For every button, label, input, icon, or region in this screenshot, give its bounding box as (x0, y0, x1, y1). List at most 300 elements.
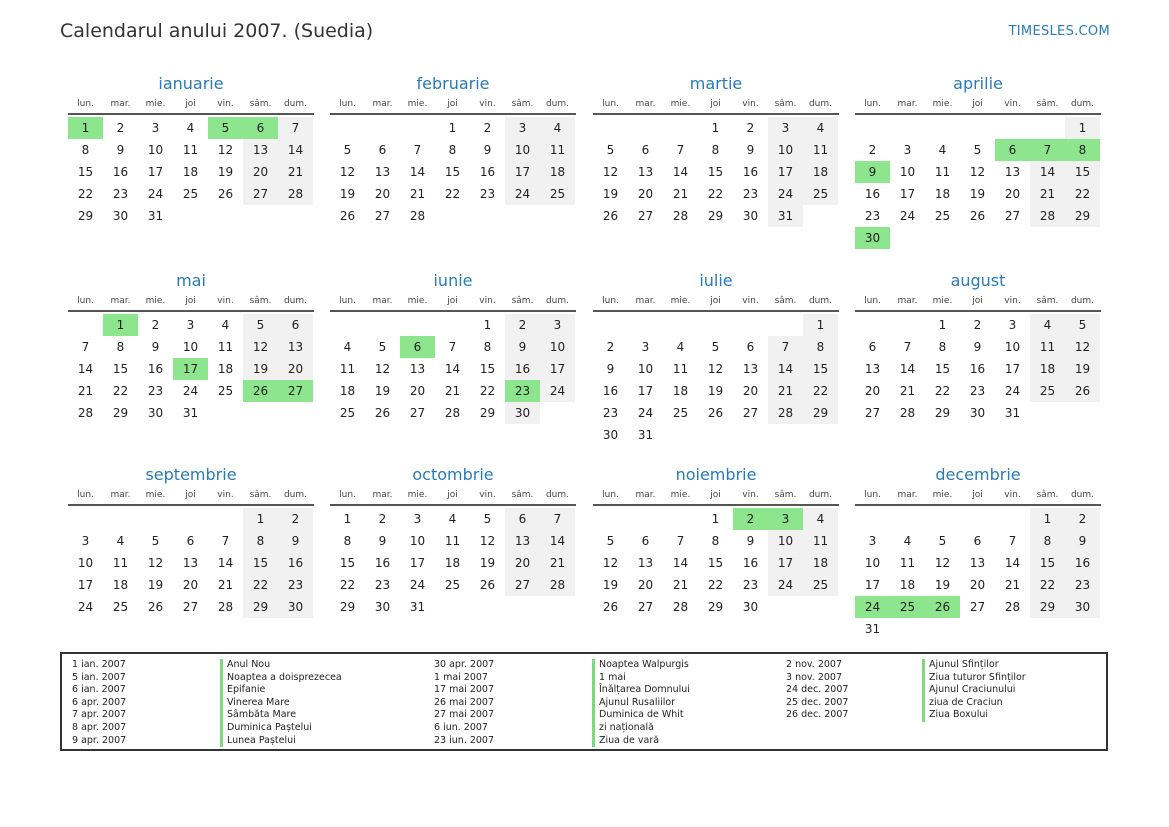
month-name: aprilie (953, 74, 1003, 93)
day-cell: 28 (1004, 600, 1021, 614)
day-cell: 19 (339, 187, 356, 201)
day-cell: 23 (278, 574, 313, 596)
empty-cell (925, 117, 960, 139)
day-cell: 18 (540, 161, 575, 183)
day-cell: 4 (186, 121, 195, 135)
month-name: iunie (433, 271, 473, 290)
day-grid (593, 117, 839, 227)
day-cell: 3 (186, 318, 195, 332)
day-cell: 25 (540, 183, 575, 205)
legend-date: 30 apr. 2007 (434, 659, 495, 670)
day-cell: 17 (768, 552, 803, 574)
legend-dates-col1 (72, 659, 126, 747)
day-cell: 17 (768, 161, 803, 183)
day-cell: 14 (1004, 556, 1021, 570)
day-cell: 29 (707, 209, 724, 223)
day-cell: 6 (641, 534, 650, 548)
weekday-label: joi (447, 296, 458, 306)
day-cell: 24 (409, 578, 426, 592)
empty-cell (995, 117, 1030, 139)
legend-holiday-name: Lunea Paștelui (220, 735, 342, 748)
legend-date: 6 iun. 2007 (434, 721, 488, 733)
day-cell: 4 (803, 117, 838, 139)
day-cell: 28 (540, 574, 575, 596)
day-cell: 10 (899, 165, 916, 179)
day-cell: 18 (934, 187, 951, 201)
day-cell: 14 (899, 362, 916, 376)
day-cell: 21 (899, 384, 916, 398)
day-cell: 4 (903, 534, 912, 548)
day-cell: 16 (147, 362, 164, 376)
weekday-label: mie. (932, 490, 953, 500)
empty-cell (925, 508, 960, 530)
day-cell: 14 (672, 165, 689, 179)
weekday-label: dum. (283, 490, 308, 500)
holiday-day: 1 (103, 314, 138, 336)
weekday-label: lun. (602, 296, 619, 306)
day-cell: 15 (707, 556, 724, 570)
day-cell: 30 (1065, 596, 1100, 618)
day-cell: 8 (343, 534, 352, 548)
day-grid (330, 508, 576, 618)
weekday-label: vin. (742, 99, 759, 109)
day-cell: 16 (969, 362, 986, 376)
day-cell: 9 (378, 534, 387, 548)
day-cell: 20 (864, 384, 881, 398)
day-cell: 19 (479, 556, 496, 570)
day-cell: 8 (483, 340, 492, 354)
day-cell: 29 (77, 209, 94, 223)
legend-holiday-name: Noaptea Walpurgis (592, 659, 690, 672)
day-cell: 29 (707, 600, 724, 614)
legend-holiday-name: ziua de Craciun (922, 697, 1026, 710)
weekday-label: joi (972, 99, 983, 109)
day-cell: 23 (742, 187, 759, 201)
day-cell: 2 (378, 512, 387, 526)
month-octombrie (330, 464, 576, 618)
day-cell: 22 (934, 384, 951, 398)
day-cell: 5 (151, 534, 160, 548)
legend-date: 2 nov. 2007 (786, 659, 842, 670)
day-cell: 10 (768, 139, 803, 161)
month-name: octombrie (412, 465, 494, 484)
day-cell: 2 (746, 121, 755, 135)
weekday-header (593, 98, 839, 115)
day-cell: 28 (444, 406, 461, 420)
weekday-label: lun. (339, 296, 356, 306)
day-cell: 4 (116, 534, 125, 548)
day-cell: 18 (444, 556, 461, 570)
day-cell: 8 (938, 340, 947, 354)
day-cell: 16 (864, 187, 881, 201)
day-cell: 23 (602, 406, 619, 420)
day-cell: 2 (505, 314, 540, 336)
legend-holiday-name: Duminica Paștelui (220, 722, 342, 735)
day-cell: 18 (672, 384, 689, 398)
day-cell: 29 (479, 406, 496, 420)
day-cell: 18 (112, 578, 129, 592)
day-cell: 13 (864, 362, 881, 376)
weekday-header (68, 489, 314, 506)
day-cell: 13 (1004, 165, 1021, 179)
day-cell: 15 (803, 358, 838, 380)
weekday-label: sâm. (511, 296, 534, 306)
weekday-label: dum. (1070, 490, 1095, 500)
weekday-header (593, 295, 839, 312)
month-name: mai (176, 271, 206, 290)
day-cell: 29 (243, 596, 278, 618)
day-cell: 1 (803, 314, 838, 336)
legend-holiday-name: Ziua Boxului (922, 709, 1026, 722)
day-cell: 17 (540, 358, 575, 380)
day-cell: 31 (182, 406, 199, 420)
day-cell: 15 (77, 165, 94, 179)
month-martie (593, 73, 839, 227)
holiday-day: 1 (68, 117, 103, 139)
weekday-label: mar. (897, 490, 918, 500)
day-cell: 10 (540, 336, 575, 358)
day-cell: 12 (479, 534, 496, 548)
day-cell: 31 (637, 428, 654, 442)
day-cell: 3 (413, 512, 422, 526)
day-cell: 19 (969, 187, 986, 201)
day-cell: 31 (768, 205, 803, 227)
weekday-label: joi (185, 490, 196, 500)
empty-cell (698, 314, 733, 336)
holiday-day: 2 (733, 508, 768, 530)
holiday-day: 6 (243, 117, 278, 139)
day-cell: 19 (217, 165, 234, 179)
day-cell: 28 (217, 600, 234, 614)
day-cell: 13 (243, 139, 278, 161)
day-cell: 17 (77, 578, 94, 592)
day-cell: 10 (1004, 340, 1021, 354)
holiday-day: 25 (890, 596, 925, 618)
day-cell: 5 (711, 340, 720, 354)
empty-cell (628, 508, 663, 530)
empty-cell (68, 314, 103, 336)
weekday-header (330, 98, 576, 115)
day-cell: 21 (1030, 183, 1065, 205)
day-cell: 4 (803, 508, 838, 530)
day-cell: 9 (505, 336, 540, 358)
day-cell: 22 (444, 187, 461, 201)
holiday-day: 7 (1030, 139, 1065, 161)
day-cell: 5 (483, 512, 492, 526)
day-cell: 8 (711, 143, 720, 157)
empty-cell (733, 314, 768, 336)
day-cell: 12 (934, 556, 951, 570)
month-name: decembrie (935, 465, 1021, 484)
day-cell: 18 (339, 384, 356, 398)
day-cell: 16 (602, 384, 619, 398)
day-cell: 16 (112, 165, 129, 179)
day-cell: 24 (899, 209, 916, 223)
day-cell: 2 (606, 340, 615, 354)
day-cell: 29 (1030, 596, 1065, 618)
day-cell: 12 (969, 165, 986, 179)
day-cell: 21 (409, 187, 426, 201)
month-name: martie (689, 74, 743, 93)
month-aprilie (855, 73, 1101, 249)
day-cell: 13 (637, 556, 654, 570)
holiday-day: 5 (208, 117, 243, 139)
day-cell: 24 (768, 183, 803, 205)
day-cell: 28 (899, 406, 916, 420)
legend-names-col3 (922, 659, 1026, 722)
day-cell: 17 (1004, 362, 1021, 376)
page-title: Calendarul anului 2007. (Suedia) (60, 20, 374, 42)
day-cell: 11 (934, 165, 951, 179)
day-cell: 9 (746, 534, 755, 548)
weekday-label: vin. (742, 490, 759, 500)
month-name: ianuarie (158, 74, 224, 93)
day-cell: 11 (182, 143, 199, 157)
legend-date: 1 ian. 2007 (72, 659, 126, 670)
weekday-label: vin. (217, 99, 234, 109)
weekday-label: mie. (670, 490, 691, 500)
day-cell: 22 (243, 574, 278, 596)
month-iunie (330, 270, 576, 424)
day-cell: 7 (676, 534, 685, 548)
day-cell: 4 (221, 318, 230, 332)
day-grid (855, 117, 1101, 249)
day-cell: 18 (803, 552, 838, 574)
day-cell: 12 (707, 362, 724, 376)
legend-names-col2 (592, 659, 690, 747)
day-cell: 25 (112, 600, 129, 614)
site-link[interactable]: TIMESLES.COM (1008, 24, 1110, 39)
weekday-label: sâm. (774, 490, 797, 500)
weekday-label: vin. (1004, 490, 1021, 500)
empty-cell (400, 314, 435, 336)
empty-cell (628, 314, 663, 336)
day-cell: 14 (278, 139, 313, 161)
legend-date: 6 ian. 2007 (72, 684, 126, 696)
day-cell: 4 (448, 512, 457, 526)
day-cell: 27 (243, 183, 278, 205)
weekday-label: sâm. (249, 99, 272, 109)
day-cell: 18 (182, 165, 199, 179)
day-cell: 11 (672, 362, 689, 376)
empty-cell (1030, 117, 1065, 139)
weekday-label: dum. (1070, 296, 1095, 306)
day-cell: 9 (278, 530, 313, 552)
legend-holiday-name: Epifanie (220, 684, 342, 697)
weekday-label: mie. (145, 296, 166, 306)
day-cell: 20 (243, 161, 278, 183)
empty-cell (365, 117, 400, 139)
weekday-label: lun. (602, 99, 619, 109)
weekday-header (68, 98, 314, 115)
day-cell: 3 (505, 117, 540, 139)
day-cell: 10 (768, 530, 803, 552)
day-cell: 20 (637, 187, 654, 201)
day-cell: 11 (540, 139, 575, 161)
day-cell: 18 (1030, 358, 1065, 380)
day-cell: 4 (676, 340, 685, 354)
day-cell: 31 (864, 622, 881, 636)
weekday-label: sâm. (774, 296, 797, 306)
legend-date: 23 iun. 2007 (434, 734, 495, 746)
weekday-label: mar. (372, 296, 393, 306)
day-cell: 11 (803, 530, 838, 552)
day-cell: 29 (934, 406, 951, 420)
day-cell: 5 (1065, 314, 1100, 336)
day-cell: 3 (1008, 318, 1017, 332)
day-grid (593, 508, 839, 618)
day-cell: 6 (641, 143, 650, 157)
day-cell: 25 (934, 209, 951, 223)
day-cell: 27 (1004, 209, 1021, 223)
day-cell: 23 (374, 578, 391, 592)
legend-date: 17 mai 2007 (434, 684, 495, 696)
day-cell: 29 (1065, 205, 1100, 227)
day-cell: 13 (374, 165, 391, 179)
weekday-label: mar. (635, 99, 656, 109)
day-cell: 15 (444, 165, 461, 179)
day-cell: 8 (1030, 530, 1065, 552)
day-cell: 27 (864, 406, 881, 420)
empty-cell (365, 314, 400, 336)
day-cell: 10 (182, 340, 199, 354)
weekday-label: mar. (635, 490, 656, 500)
day-cell: 1 (483, 318, 492, 332)
day-cell: 2 (868, 143, 877, 157)
weekday-label: mie. (670, 99, 691, 109)
weekday-label: sâm. (774, 99, 797, 109)
day-cell: 20 (637, 578, 654, 592)
day-cell: 15 (1030, 552, 1065, 574)
legend-holiday-name: Ajunul Rusaliilor (592, 697, 690, 710)
holiday-day: 3 (768, 508, 803, 530)
day-cell: 21 (672, 578, 689, 592)
day-cell: 19 (602, 578, 619, 592)
empty-cell (593, 117, 628, 139)
day-cell: 29 (803, 402, 838, 424)
day-cell: 19 (243, 358, 278, 380)
weekday-label: lun. (864, 99, 881, 109)
legend-holiday-name: Vinerea Mare (220, 697, 342, 710)
day-cell: 22 (707, 187, 724, 201)
weekday-label: mar. (897, 296, 918, 306)
day-cell: 25 (217, 384, 234, 398)
weekday-header (593, 489, 839, 506)
legend-date: 26 mai 2007 (434, 696, 495, 708)
day-cell: 21 (768, 380, 803, 402)
day-cell: 2 (151, 318, 160, 332)
day-cell: 29 (112, 406, 129, 420)
month-name: august (950, 271, 1006, 290)
empty-cell (208, 508, 243, 530)
day-cell: 21 (540, 552, 575, 574)
weekday-label: joi (710, 490, 721, 500)
day-cell: 14 (77, 362, 94, 376)
day-cell: 6 (505, 508, 540, 530)
weekday-label: mar. (372, 490, 393, 500)
weekday-header (68, 295, 314, 312)
day-cell: 20 (278, 358, 313, 380)
empty-cell (960, 117, 995, 139)
weekday-label: dum. (283, 296, 308, 306)
day-cell: 11 (803, 139, 838, 161)
day-cell: 22 (479, 384, 496, 398)
weekday-label: mie. (932, 296, 953, 306)
day-cell: 13 (278, 336, 313, 358)
day-cell: 10 (864, 556, 881, 570)
day-cell: 30 (742, 209, 759, 223)
day-cell: 3 (151, 121, 160, 135)
weekday-header (330, 295, 576, 312)
holiday-day: 17 (173, 358, 208, 380)
day-cell: 19 (147, 578, 164, 592)
day-cell: 28 (409, 209, 426, 223)
legend-date: 5 ian. 2007 (72, 671, 126, 683)
day-cell: 30 (112, 209, 129, 223)
day-cell: 11 (112, 556, 129, 570)
legend-date: 24 dec. 2007 (786, 684, 849, 696)
weekday-label: dum. (808, 490, 833, 500)
day-cell: 31 (1004, 406, 1021, 420)
weekday-label: lun. (339, 490, 356, 500)
day-cell: 10 (637, 362, 654, 376)
day-grid (68, 117, 314, 227)
empty-cell (855, 117, 890, 139)
day-cell: 29 (339, 600, 356, 614)
day-cell: 7 (448, 340, 457, 354)
weekday-label: mar. (110, 99, 131, 109)
day-cell: 22 (803, 380, 838, 402)
day-cell: 22 (1065, 183, 1100, 205)
legend-holiday-name: Ajunul Sfinților (922, 659, 1026, 672)
holiday-day: 8 (1065, 139, 1100, 161)
day-cell: 27 (374, 209, 391, 223)
weekday-label: joi (447, 99, 458, 109)
day-cell: 5 (343, 143, 352, 157)
day-cell: 3 (641, 340, 650, 354)
day-cell: 26 (602, 209, 619, 223)
day-cell: 13 (637, 165, 654, 179)
day-cell: 5 (606, 143, 615, 157)
day-cell: 11 (1030, 336, 1065, 358)
day-cell: 13 (182, 556, 199, 570)
day-cell: 30 (278, 596, 313, 618)
day-cell: 5 (378, 340, 387, 354)
day-cell: 12 (602, 165, 619, 179)
day-cell: 27 (182, 600, 199, 614)
legend-holiday-name: Ziua tuturor Sfinților (922, 672, 1026, 685)
legend-date: 27 mai 2007 (434, 709, 495, 721)
day-cell: 8 (803, 336, 838, 358)
day-cell: 7 (903, 340, 912, 354)
weekday-label: mar. (110, 296, 131, 306)
day-cell: 25 (339, 406, 356, 420)
day-cell: 21 (278, 161, 313, 183)
day-cell: 5 (243, 314, 278, 336)
weekday-label: mie. (145, 490, 166, 500)
legend-holiday-name: Noaptea a doisprezecea (220, 672, 342, 685)
month-mai (68, 270, 314, 424)
day-cell: 27 (409, 406, 426, 420)
day-cell: 15 (479, 362, 496, 376)
day-cell: 22 (339, 578, 356, 592)
day-cell: 20 (1004, 187, 1021, 201)
day-cell: 23 (864, 209, 881, 223)
day-cell: 9 (606, 362, 615, 376)
day-cell: 12 (602, 556, 619, 570)
day-cell: 22 (1030, 574, 1065, 596)
day-cell: 23 (112, 187, 129, 201)
